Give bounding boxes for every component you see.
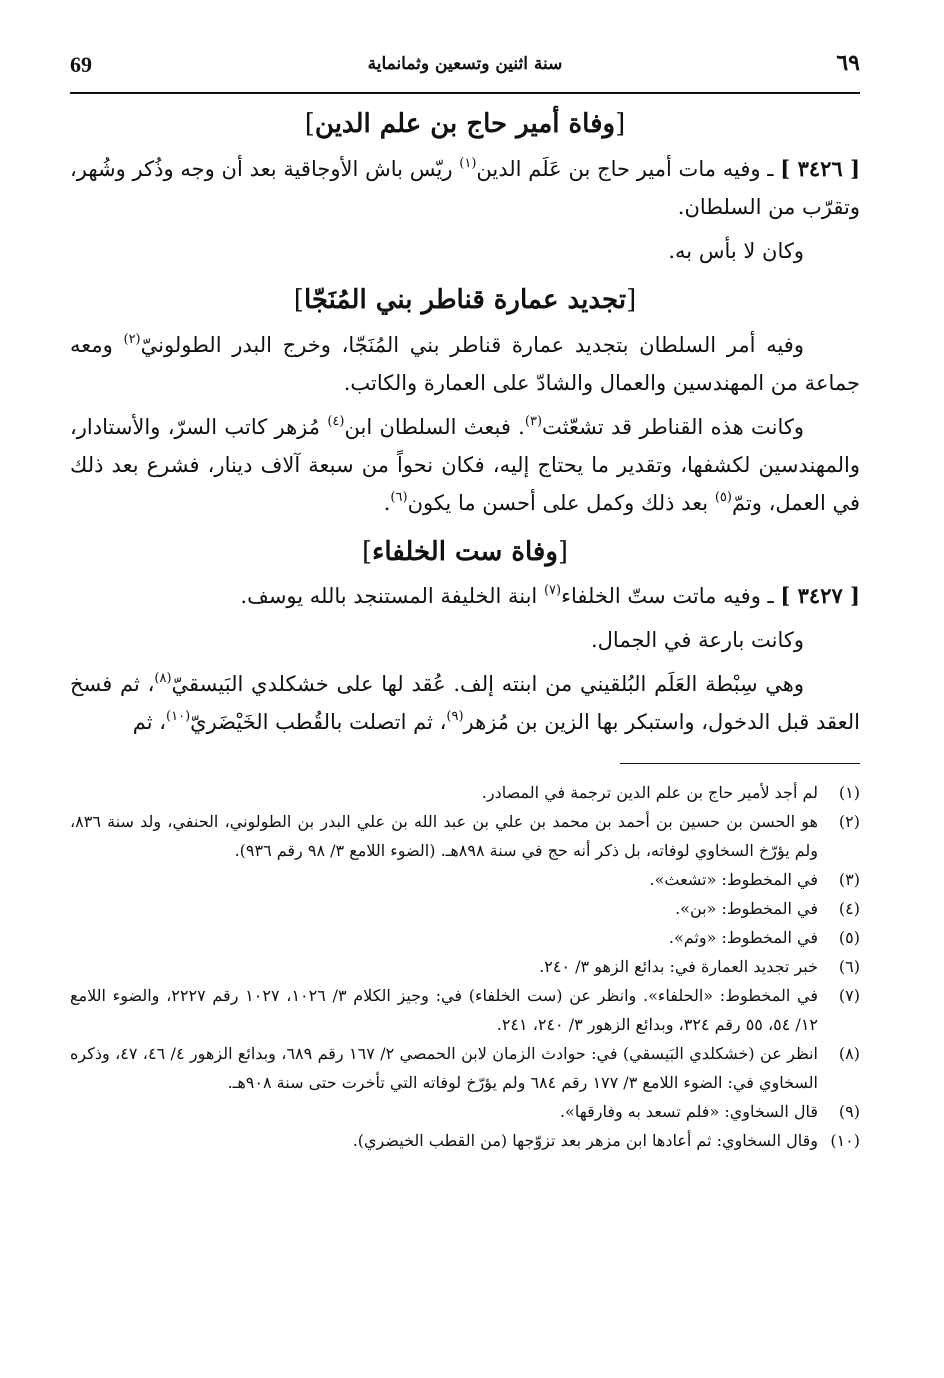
footnote: (٧) في المخطوط: «الحلفاء». وانظر عن (ست الخلفاء) في: وجيز الكلام ٣/ ١٠٢٦، ١٠٢٧ رقم ٢٢٢٧، والضوء اللامع ١٢/ ٥٤، ٥٥ رقم ٣٢٤، وبدائع الزهور ٣/ ٢٤٠، ٢٤١. — [70, 986, 860, 1035]
footnote-ref: (٦) — [390, 489, 408, 505]
footnote-ref: (١٠) — [166, 709, 191, 725]
footnote: (٤) في المخطوط: «بن». — [675, 899, 860, 919]
book-page — [70, 40, 860, 1350]
section-heading: [وفاة ست الخلفاء] — [361, 536, 569, 567]
footnote: (٣) في المخطوط: «تشعث». — [649, 870, 860, 890]
entry-number: [ ٣٤٢٦ ] — [780, 155, 861, 181]
section-heading: [تجديد عمارة قناطر بني المُنَجّا] — [293, 284, 637, 315]
paragraph: وفيه أمر السلطان بتجديد عمارة قناطر بني المُنَجّا، وخرج البدر الطولونيّ$^{(٢)}$ ومعه جماعة من المهندسين والعمال والشادّ على العمارة والكاتب. — [70, 331, 860, 395]
footnote: (٢) هو الحسن بن حسين بن أحمد بن محمد بن علي بن عبد الله بن علي البدر بن الطولوني، الحنفي، ولد سنة ٨٣٦، ولم يؤرّخ السخاوي لوفاته، بل ذكر أنه حج في سنة ٨٩٨هـ. (الضوء اللامع ٣/ ٩٨ رقم ٩٣٦). — [70, 812, 860, 861]
section-heading: [وفاة أمير حاج بن علم الدين] — [304, 109, 626, 139]
page-number: 69 — [70, 52, 92, 77]
footnote: (٦) خبر تجديد العمارة في: بدائع الزهو ٣/ ٢٤٠. — [539, 957, 860, 977]
footnote-ref: (٨) — [154, 671, 172, 687]
main-text — [70, 108, 860, 741]
paragraph: وكانت هذه القناطر قد تشعّثت$^{(٣)}$. فبعث السلطان ابن$^{(٤)}$ مُزهر كاتب السرّ، والأستادار، والمهندسين لكشفها، وتقدير ما يحتاج إليه، فكان نحواً من سبعة آلاف دينار، فشرع بعد ذلك في العمل، وتمّ$^{(٥)}$ بعد ذلك وكمل على أحسن ما يكون$^{(٦)}$. — [70, 413, 860, 515]
footnote-ref: (١) — [459, 155, 477, 171]
footnote: (١) لم أجد لأمير حاج بن علم الدين ترجمة في المصادر. — [481, 783, 860, 803]
paragraph: وهي سِبْطة العَلَم البُلقيني من ابنته إلف. عُقد لها على خشكلدي البَيسقيّ$^{(٨)}$، ثم فسخ العقد قبل الدخول، واستبكر بها الزين بن مُزهر$^{(٩)}$، ثم اتصلت بالقُطب الخَيْضَريّ$^{(١٠)}$، ثم — [70, 671, 860, 735]
footnote-ref: (٧) — [543, 583, 562, 599]
footnote-ref: (٤) — [327, 413, 345, 429]
footnote-separator — [620, 763, 860, 764]
footnote: (٩) قال السخاوي: «فلم تسعد به وفارقها». — [559, 1102, 860, 1122]
footnote: (١٠) وقال السخاوي: ثم أعادها ابن مزهر بعد تزوّجها (من القطب الخيضري). — [352, 1131, 860, 1151]
footnote-ref: (٩) — [446, 709, 464, 725]
footnotes — [70, 778, 860, 1155]
paragraph: [ ٣٤٢٧ ] ـ وفيه ماتت ستّ الخلفاء$^{(٧)}$ ابنة الخليفة المستنجد بالله يوسف. — [240, 583, 860, 609]
footnote-ref: (٢) — [123, 331, 141, 347]
footnote: (٨) انظر عن (خشكلدي البَيسقي) في: حوادث الزمان لابن الحمصي ٢/ ١٦٧ رقم ٦٨٩، وبدائع الزهور ٤/ ٤٦، ٤٧، وذكره السخاوي في: الضوء اللامع ٣/ ١٧٧ رقم ٦٨٤ ولم يؤرّخ لوفاته التي تأخرت حتى سنة ٩٠٨هـ. — [70, 1044, 860, 1093]
paragraph: وكانت بارعة في الجمال. — [590, 628, 804, 653]
paragraph: [ ٣٤٢٦ ] ـ وفيه مات أمير حاج بن عَلَم الدين$^{(١)}$ ريّس باش الأوجاقية بعد أن وجه وذُكر وشُهر، وتقرّب من السلطان. — [70, 155, 861, 219]
footnote-ref: (٣) — [524, 413, 543, 429]
running-title: سنة اثنين وتسعين وثمانماية — [367, 54, 563, 74]
footnote-ref: (٥) — [714, 489, 732, 505]
footnote: (٥) في المخطوط: «وثم». — [668, 928, 860, 948]
paragraph: وكان لا بأس به. — [668, 238, 804, 263]
page-header — [70, 40, 860, 94]
entry-number: [ ٣٤٢٧ ] — [780, 583, 860, 609]
page-number-arabic: ٦٩ — [836, 50, 860, 76]
